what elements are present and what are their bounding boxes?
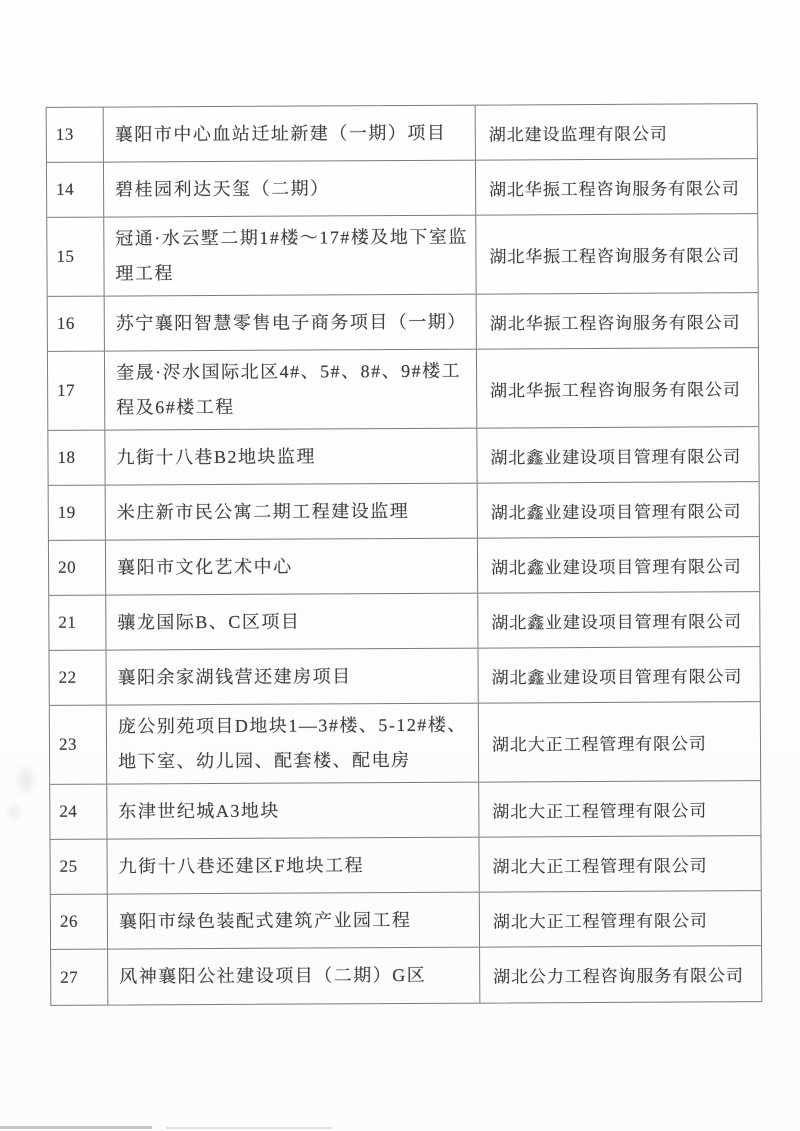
row-number: 26 bbox=[59, 911, 78, 931]
project-name-cell bbox=[107, 838, 479, 894]
company-name-cell bbox=[477, 427, 758, 482]
row-number: 14 bbox=[56, 179, 75, 199]
project-name: 碧桂园利达天玺（二期） bbox=[115, 177, 330, 200]
row-number: 24 bbox=[59, 801, 78, 821]
scan-smudge-artifact bbox=[0, 750, 48, 834]
row-number-cell bbox=[48, 297, 105, 351]
row-number-cell bbox=[47, 163, 104, 217]
project-name-cell bbox=[108, 948, 480, 1005]
row-number-cell bbox=[48, 431, 105, 485]
row-number-cell bbox=[50, 706, 107, 784]
company-name: 湖北大正工程管理有限公司 bbox=[492, 855, 708, 877]
company-name-cell bbox=[478, 647, 759, 702]
company-name: 湖北大正工程管理有限公司 bbox=[492, 910, 708, 932]
company-name: 湖北华振工程咨询服务有限公司 bbox=[489, 312, 741, 334]
company-name: 湖北鑫业建设项目管理有限公司 bbox=[490, 501, 742, 523]
project-name: 九街十八巷还建区F地块工程 bbox=[118, 854, 365, 876]
project-name: 襄阳余家湖钱营还建房项目 bbox=[117, 665, 352, 688]
company-name-cell bbox=[478, 537, 759, 592]
company-name-cell bbox=[477, 348, 758, 427]
company-name: 湖北华振工程咨询服务有限公司 bbox=[489, 178, 740, 200]
company-name-cell bbox=[476, 159, 757, 214]
project-name-cell bbox=[107, 704, 479, 784]
row-number-cell bbox=[47, 108, 104, 162]
row-number: 21 bbox=[58, 612, 77, 632]
project-name: 骧龙国际B、C区项目 bbox=[117, 611, 301, 633]
row-number: 22 bbox=[58, 667, 77, 687]
table-row bbox=[49, 537, 759, 596]
row-number-cell bbox=[49, 541, 106, 595]
company-name: 湖北华振工程咨询服务有限公司 bbox=[489, 245, 741, 267]
project-name-cell bbox=[104, 216, 476, 296]
table-row bbox=[50, 781, 760, 840]
row-number-cell bbox=[51, 950, 108, 1005]
company-name-cell bbox=[478, 482, 759, 537]
company-name-cell bbox=[479, 702, 760, 781]
row-number-cell bbox=[51, 895, 108, 949]
row-number: 23 bbox=[58, 734, 78, 754]
row-number-cell bbox=[50, 785, 107, 839]
table-row bbox=[49, 482, 759, 541]
company-name: 湖北大正工程管理有限公司 bbox=[491, 733, 707, 755]
row-number-cell bbox=[49, 651, 106, 705]
project-name: 襄阳市文化艺术中心 bbox=[117, 556, 293, 578]
project-name: 风神襄阳公社建设项目（二期）G区 bbox=[119, 964, 427, 987]
row-number: 20 bbox=[58, 557, 77, 577]
company-name: 湖北大正工程管理有限公司 bbox=[492, 800, 708, 822]
company-name: 湖北鑫业建设项目管理有限公司 bbox=[491, 611, 743, 633]
project-name: 东津世纪城A3地块 bbox=[118, 800, 280, 821]
company-name: 湖北鑫业建设项目管理有限公司 bbox=[490, 446, 742, 468]
table-row bbox=[51, 946, 761, 1005]
project-name-cell bbox=[107, 783, 479, 839]
project-name: 苏宁襄阳智慧零售电子商务项目（一期） bbox=[115, 311, 467, 334]
project-name: 庞公别苑项目D地块1—3#楼、5-12#楼、地下室、幼儿园、配套楼、配电房 bbox=[117, 714, 467, 772]
project-name-cell bbox=[108, 893, 480, 949]
company-name: 湖北鑫业建设项目管理有限公司 bbox=[491, 556, 742, 578]
company-name-cell bbox=[479, 781, 760, 836]
project-name-cell bbox=[105, 429, 477, 485]
company-name-cell bbox=[478, 592, 759, 647]
table-row bbox=[48, 293, 758, 352]
company-name-cell bbox=[479, 836, 760, 891]
row-number-cell bbox=[49, 596, 106, 650]
project-name: 米庄新市民公寓二期工程建设监理 bbox=[116, 500, 410, 523]
table-row bbox=[49, 592, 759, 651]
project-name-cell bbox=[104, 106, 476, 162]
row-number-cell bbox=[47, 218, 104, 296]
company-name: 湖北华振工程咨询服务有限公司 bbox=[490, 379, 741, 401]
row-number: 18 bbox=[57, 447, 76, 467]
project-name-cell bbox=[105, 295, 477, 351]
company-name-cell bbox=[480, 891, 761, 946]
row-number: 27 bbox=[60, 967, 79, 987]
scan-edge-artifact-light bbox=[166, 1127, 332, 1129]
row-number: 17 bbox=[57, 380, 76, 400]
row-number-cell bbox=[49, 486, 106, 540]
row-number: 25 bbox=[59, 856, 78, 876]
company-name: 湖北公力工程咨询服务有限公司 bbox=[493, 966, 744, 987]
table-row bbox=[47, 104, 757, 163]
row-number: 16 bbox=[56, 313, 75, 333]
project-name: 襄阳市绿色装配式建筑产业园工程 bbox=[118, 909, 412, 931]
project-name-cell bbox=[104, 161, 476, 217]
table-row bbox=[51, 891, 761, 950]
table-row bbox=[47, 214, 757, 297]
project-name-cell bbox=[106, 539, 478, 595]
row-number: 15 bbox=[56, 246, 75, 266]
project-name: 襄阳市中心血站迁址新建（一期）项目 bbox=[114, 122, 447, 145]
company-name-cell bbox=[477, 293, 758, 348]
company-name: 湖北鑫业建设项目管理有限公司 bbox=[491, 666, 743, 688]
project-name-cell bbox=[106, 594, 478, 650]
company-name-cell bbox=[476, 214, 757, 293]
company-name-cell bbox=[480, 946, 761, 1002]
project-name-cell bbox=[106, 484, 478, 540]
table-row bbox=[47, 159, 757, 218]
scan-edge-artifact-dark bbox=[0, 1126, 152, 1129]
project-name-cell bbox=[106, 649, 478, 705]
project-name: 奎晟·浕水国际北区4#、5#、8#、9#楼工程及6#楼工程 bbox=[115, 360, 462, 418]
row-number: 19 bbox=[57, 502, 76, 522]
project-name: 九街十八巷B2地块监理 bbox=[116, 445, 317, 468]
project-name-cell bbox=[105, 350, 477, 430]
table-row bbox=[50, 836, 760, 895]
company-name-cell bbox=[476, 104, 757, 159]
row-number-cell bbox=[48, 352, 105, 430]
table-row bbox=[48, 427, 758, 486]
row-number: 13 bbox=[55, 124, 74, 144]
project-name: 冠通·水云墅二期1#楼～17#楼及地下室监理工程 bbox=[115, 226, 468, 284]
table-row bbox=[49, 647, 759, 706]
supervision-projects-table bbox=[46, 103, 763, 1006]
table-row bbox=[50, 702, 760, 785]
row-number-cell bbox=[50, 840, 107, 894]
company-name: 湖北建设监理有限公司 bbox=[488, 124, 668, 145]
table-row bbox=[48, 348, 758, 431]
